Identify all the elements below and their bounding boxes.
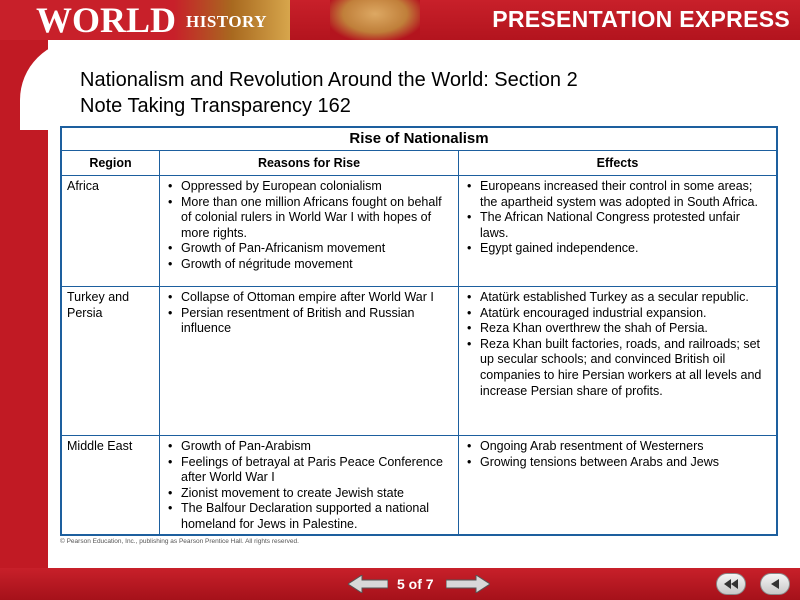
header-region: Region [62,151,160,175]
list-item: • Ongoing Arab resentment of Westerners [465,439,770,455]
world-history-logo [0,0,290,40]
list-item: • Growing tensions between Arabs and Jews [465,455,770,471]
header-bar [0,0,800,40]
list-item: • The African National Congress protested unfair laws. [465,210,770,241]
table-row [62,176,776,287]
list-item: • Atatürk encouraged industrial expansion. [465,306,770,322]
effects-cell [459,176,776,286]
arrow-right-icon[interactable] [446,575,490,593]
slide-title-line2: Note Taking Transparency 162 [80,95,351,117]
region-cell: Middle East [62,436,160,536]
list-item: • More than one million Africans fought on behalf of colonial rulers in World War I with hopes of more rights. [166,195,452,242]
reasons-cell [160,436,459,536]
table-row [62,436,776,536]
list-item: • Oppressed by European colonialism [166,179,452,195]
arrow-left-icon[interactable] [348,575,388,593]
effects-cell [459,436,776,536]
logo-history-text: HISTORY [186,12,268,31]
back-icon [771,579,779,589]
page-indicator: 5 of 7 [397,576,434,592]
rewind-icon [724,579,738,589]
rewind-button[interactable] [716,573,746,595]
list-item: • Zionist movement to create Jewish state [166,486,452,502]
back-button[interactable] [760,573,790,595]
table-header-row [62,151,776,176]
effects-cell [459,287,776,435]
list-item: • Growth of Pan-Arabism [166,439,452,455]
slide-title-line1: Nationalism and Revolution Around the World: Section 2 [80,69,578,91]
header-reasons: Reasons for Rise [160,151,459,175]
list-item: • Persian resentment of British and Russian influence [166,306,452,337]
list-item: • Feelings of betrayal at Paris Peace Conference after World War I [166,455,452,486]
list-item: • Reza Khan overthrew the shah of Persia. [465,321,770,337]
table-row [62,287,776,436]
reasons-cell [160,176,459,286]
region-cell: Africa [62,176,160,286]
list-item: • The Balfour Declaration supported a national homeland for Jews in Palestine. [166,501,452,532]
presentation-express-title: PRESENTATION EXPRESS [492,6,790,32]
list-item: • Growth of négritude movement [166,257,452,273]
slide-title [80,67,578,119]
statue-image [330,0,420,40]
header-effects: Effects [596,156,639,170]
table-title: Rise of Nationalism [62,128,776,151]
list-item: • Egypt gained independence. [465,241,770,257]
nationalism-table [60,126,778,536]
list-item: • Reza Khan built factories, roads, and railroads; set up secular schools; and convinced British oil companies to hire Persian workers at all levels and increase Persian share of profits. [465,337,770,399]
region-cell: Turkey and Persia [62,287,160,435]
list-item: • Europeans increased their control in some areas; the apartheid system was adopted in South Africa. [465,179,770,210]
list-item: • Atatürk established Turkey as a secular republic. [465,290,770,306]
reasons-cell [160,287,459,435]
copyright-notice: © Pearson Education, Inc., publishing as Pearson Prentice Hall. All rights reserved. [60,538,299,545]
logo-world-text: WORLD [36,0,177,40]
list-item: • Growth of Pan-Africanism movement [166,241,452,257]
list-item: • Collapse of Ottoman empire after World War I [166,290,452,306]
